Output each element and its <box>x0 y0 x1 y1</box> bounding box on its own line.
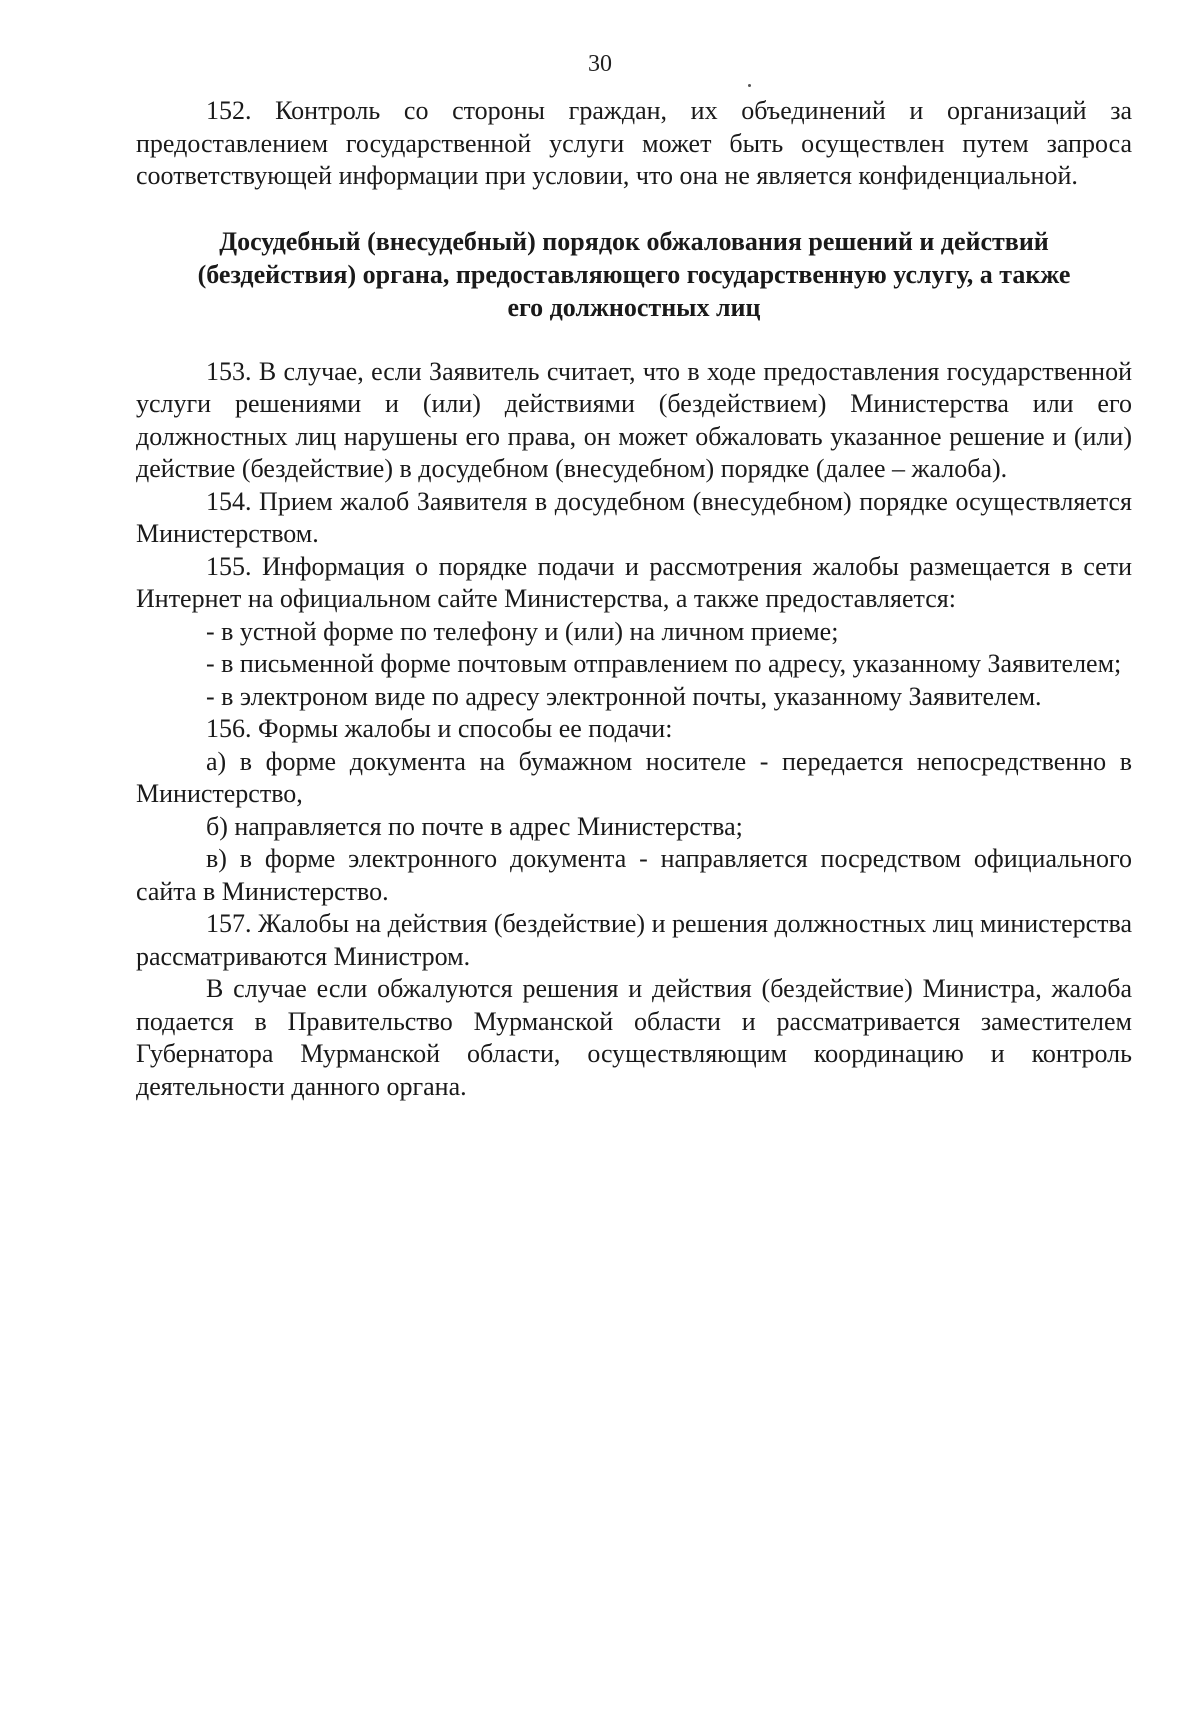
paragraph-157: 157. Жалобы на действия (бездействие) и решения должностных лиц министерства рассматриваются Министром. <box>136 909 1132 971</box>
list-item-oral: - в устной форме по телефону и (или) на личном приеме; <box>206 616 839 646</box>
list-item-paper: а) в форме документа на бумажном носителе - передается непосредственно в Министерство, <box>136 746 1132 808</box>
list-item-written: - в письменной форме почтовым отправлением по адресу, указанному Заявителем; <box>206 649 1122 678</box>
paragraph-153: 153. В случае, если Заявитель считает, что в ходе предоставления государственной услуги решениями и (или) действиями (бездействием) Министерства или его должностных лиц нарушены его права, он может обжаловать указанное решение и (или) действие (бездействие) в досудебном (внесудебном) порядке (далее – жалоба). <box>136 356 1132 483</box>
paragraph-155: 155. Информация о порядке подачи и рассмотрения жалобы размещается в сети Интернет на официальном сайте Министерства, а также предоставляется: <box>136 551 1132 613</box>
list-item-electronic-document: в) в форме электронного документа - направляется посредством официального сайта в Министерство. <box>136 844 1132 906</box>
list-item-mail: б) направляется по почте в адрес Министерства; <box>206 811 743 841</box>
document-body <box>136 95 1132 1103</box>
section-heading: Досудебный (внесудебный) порядок обжалования решений и действий (бездействия) органа, предоставляющего государственную услугу, а также его должностных лиц <box>197 226 1071 322</box>
paragraph-154: 154. Прием жалоб Заявителя в досудебном (внесудебном) порядке осуществляется Министерством. <box>136 486 1132 548</box>
paragraph-157-continued: В случае если обжалуются решения и действия (бездействие) Министра, жалоба подается в Правительство Мурманской области и рассматривается заместителем Губернатора Мурманской области, осуществляющим координацию и контроль деятельности данного органа. <box>136 974 1132 1101</box>
paragraph-152: 152. Контроль со стороны граждан, их объединений и организаций за предоставлением государственной услуги может быть осуществлен путем запроса соответствующей информации при условии, что она не является конфиденциальной. <box>136 96 1132 190</box>
list-item-electronic: - в электроном виде по адресу электронной почты, указанному Заявителем. <box>206 681 1042 711</box>
scan-speck <box>748 84 751 87</box>
paragraph-156: 156. Формы жалобы и способы ее подачи: <box>206 714 673 743</box>
page-number: 30 <box>588 51 612 77</box>
